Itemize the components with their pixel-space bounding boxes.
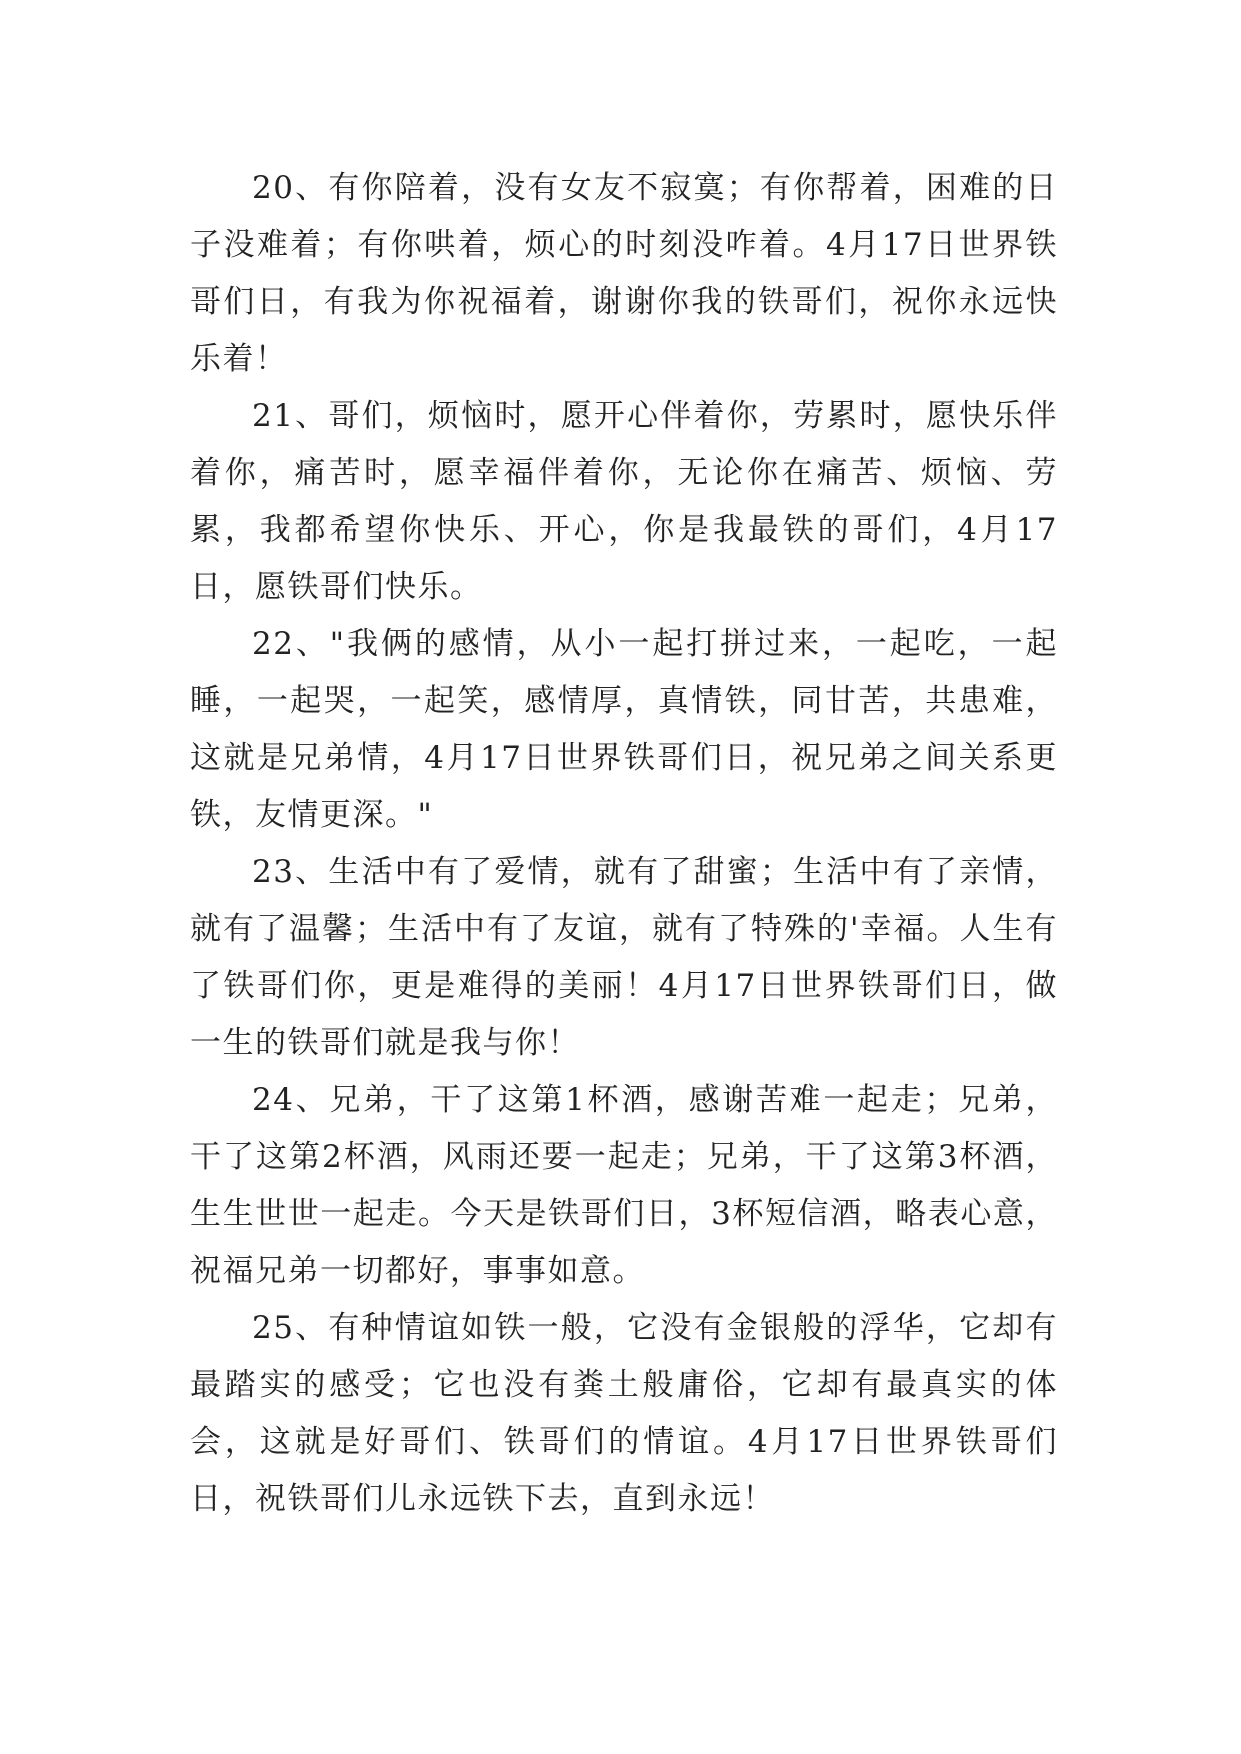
- paragraph-24: 24、兄弟，干了这第1杯酒，感谢苦难一起走；兄弟，干了这第2杯酒，风雨还要一起走；兄弟，干了这第3杯酒，生生世世一起走。今天是铁哥们日，3杯短信酒，略表心意，祝福兄弟一切都好，事事如意。: [190, 1082, 1058, 1289]
- paragraph-21: 21、哥们，烦恼时，愿开心伴着你，劳累时，愿快乐伴着你，痛苦时，愿幸福伴着你，无论你在痛苦、烦恼、劳累，我都希望你快乐、开心，你是我最铁的哥们，4月17日，愿铁哥们快乐。: [190, 398, 1058, 605]
- paragraph-22: 22、"我俩的感情，从小一起打拼过来，一起吃，一起睡，一起哭，一起笑，感情厚，真情铁，同甘苦，共患难，这就是兄弟情，4月17日世界铁哥们日，祝兄弟之间关系更铁，友情更深。": [190, 626, 1058, 833]
- paragraph-25: 25、有种情谊如铁一般，它没有金银般的浮华，它却有最踏实的感受；它也没有粪土般庸俗，它却有最真实的体会，这就是好哥们、铁哥们的情谊。4月17日世界铁哥们日，祝铁哥们儿永远铁下去，直到永远！: [190, 1310, 1058, 1517]
- paragraph-20: 20、有你陪着，没有女友不寂寞；有你帮着，困难的日子没难着；有你哄着，烦心的时刻没咋着。4月17日世界铁哥们日，有我为你祝福着，谢谢你我的铁哥们，祝你永远快乐着！: [190, 170, 1058, 377]
- document-body: [190, 160, 1058, 1528]
- paragraph-23: 23、生活中有了爱情，就有了甜蜜；生活中有了亲情，就有了温馨；生活中有了友谊，就有了特殊的'幸福。人生有了铁哥们你，更是难得的美丽！4月17日世界铁哥们日，做一生的铁哥们就是我与你！: [190, 854, 1058, 1061]
